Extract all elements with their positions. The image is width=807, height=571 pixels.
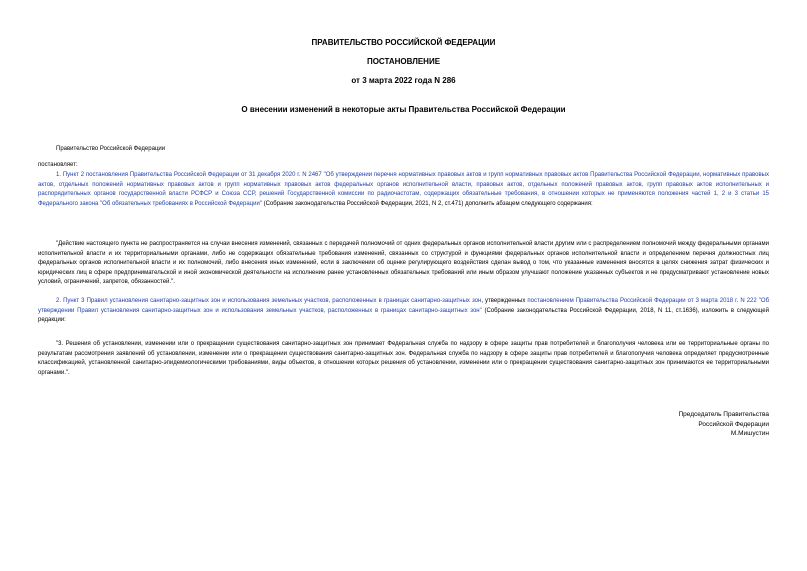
- item-2-link-decree[interactable]: постановлением Правительства Российской Федерации от 3 марта 2018 г. N 222 "Об утверждении Правил установления санитарно-защитных зон и использования земельных участков, расположенных в границах санитарно-защитных зон": [38, 298, 770, 314]
- quote-1: "Действие настоящего пункта не распространяется на случаи внесения изменений, связанных с передачей полномочий от одних федеральных органов исполнительной власти другим или с распределением полномочий между федеральными органами исполнительной власти и их территориальными органами, либо не содержащих обязательные требования изменений, связанных со структурой и функциями федеральных органов исполнительной власти и определением перечня должностных лиц федеральных органов исполнительной власти и их полномочий, либо внесения иных изменений, если в заключении об оценке регулирующего воздействия сделан вывод о том, что указанные изменения вносятся в целях снижения затрат физических и юридических лиц в сфере предпринимательской и иной экономической деятельности на исполнение ранее установленных обязательных требований или иным образом улучшают положение указанных субъектов и не предусматривают установление новых условий, ограничений, запретов, обязанностей.".: [38, 241, 769, 286]
- item-1-prefix: 1.: [56, 172, 63, 178]
- signature-name: М.Мишустин: [730, 430, 769, 437]
- item-2-mid: , утвержденных: [481, 298, 528, 304]
- intro-text: Правительство Российской Федерации: [56, 146, 166, 152]
- signature-position: Председатель Правительства: [678, 411, 769, 418]
- item-2-link-rules[interactable]: Пункт 3 Правил установления санитарно-защитных зон и использования земельных участков, расположенных в границах санитарно-защитных зон: [63, 298, 482, 304]
- document-type: ПОСТАНОВЛЕНИЕ: [366, 57, 441, 66]
- item-2-prefix: 2.: [56, 298, 64, 304]
- quote-2: "3. Решения об установлении, изменении или о прекращении существования санитарно-защитных зон принимает Федеральная служба по надзору в сфере защиты прав потребителей и благополучия человека или ее территориальные органы по результатам рассмотрения заявлений об установлении, изменении или о прекращении существования санитарно-защитных зон. Федеральная служба по надзору в сфере защиты прав потребителей и благополучия человека определяет предусмотренные классификацией, установленной санитарно-эпидемиологическими требованиями, виды объектов, в отношении которых решения об установлении, изменении или о прекращении существования санитарно-защитных зон принимаются ее территориальными органами.".: [38, 341, 769, 376]
- document-title: О внесении изменений в некоторые акты Правительства Российской Федерации: [241, 105, 566, 114]
- signature-country: Российской Федерации: [698, 420, 769, 428]
- government-heading: ПРАВИТЕЛЬСТВО РОССИЙСКОЙ ФЕДЕРАЦИИ: [311, 38, 496, 47]
- item-1-link[interactable]: Пункт 2 постановления Правительства Российской Федерации от 31 декабря 2020 г. N 2467 "Об утверждении перечня нормативных правовых актов и групп нормативных правовых актов Правительства Российской Федерации, нормативных правовых актов, отдельных положений нормативных правовых актов и групп нормативных правовых актов федеральных органов исполнительной власти, правовых актов, отдельных положений правовых актов, групп правовых актов исполнительных и распорядительных органов государственной власти РСФСР и Союза ССР, решений Государственной комиссии по радиочастотам, содержащих обязательные требования, в отношении которых не применяются положения частей 1, 2 и 3 статьи 15 Федерального закона "Об обязательных требованиях в Российской Федерации": [38, 172, 769, 207]
- item-1-rest: (Собрание законодательства Российской Федерации, 2021, N 2, ст.471) дополнить абзацем следующего содержания:: [261, 200, 593, 207]
- decree-word: постановляет:: [38, 162, 78, 168]
- item-2-rest: (Собрание законодательства Российской Федерации, 2018, N 11, ст.1636), изложить в следующей редакции:: [38, 307, 769, 324]
- item-1: [38, 171, 769, 209]
- item-2: [38, 297, 769, 326]
- signature-block: [678, 410, 769, 439]
- date-number: от 3 марта 2022 года N 286: [351, 76, 456, 85]
